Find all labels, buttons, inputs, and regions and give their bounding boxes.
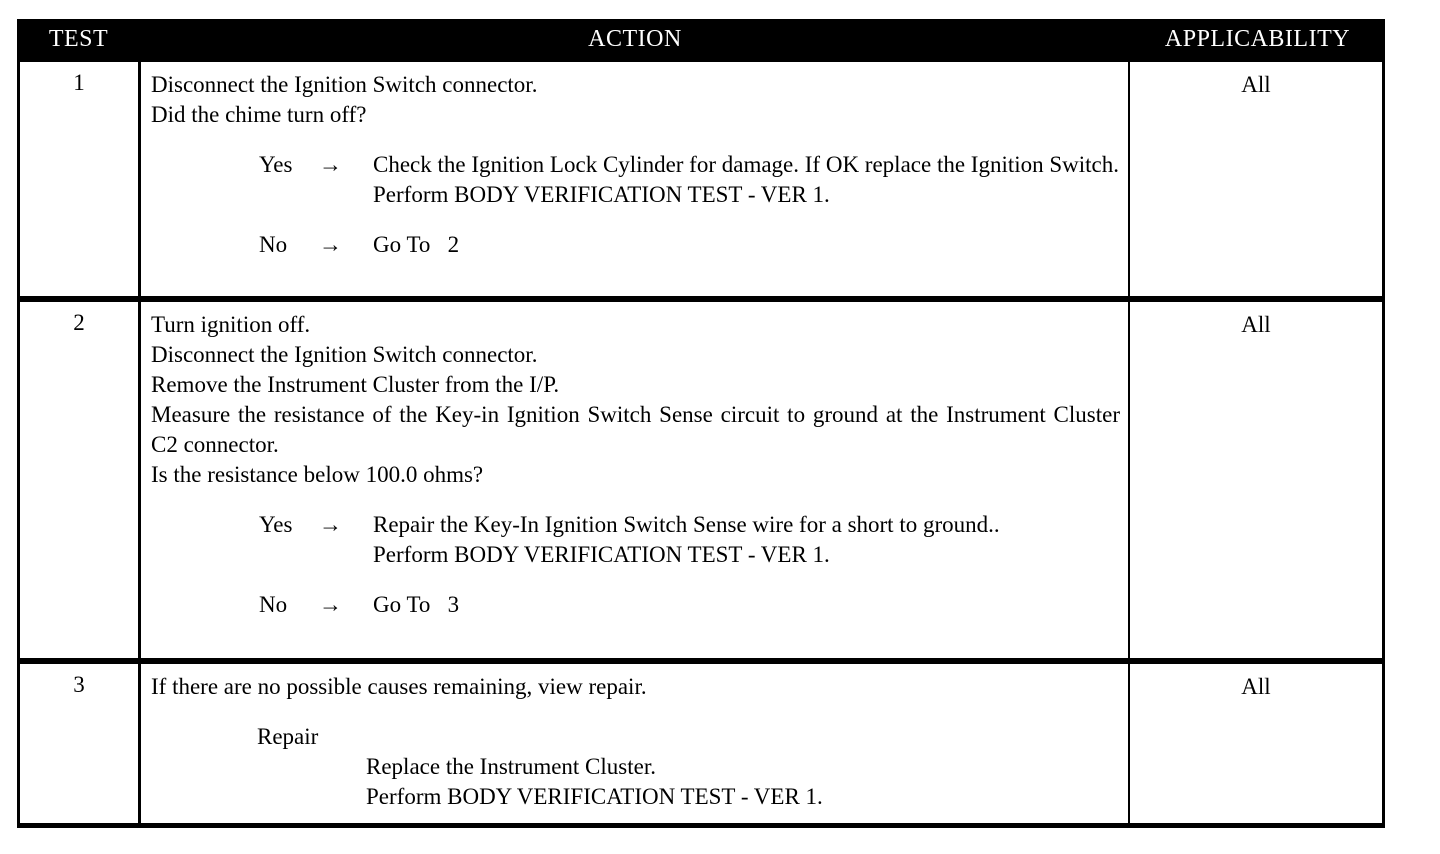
header-applicability: APPLICABILITY — [1164, 26, 1351, 52]
yes-label: Yes — [259, 512, 293, 537]
header-test: TEST — [48, 26, 109, 52]
action-step: Measure the resistance of the Key-in Ignition Switch Sense circuit to ground at the Instrument Cluster C2 connector. — [151, 402, 1120, 457]
action-step: Disconnect the Ignition Switch connector. — [151, 72, 538, 97]
test-number-1: 1 — [20, 62, 138, 296]
action-question: Did the chime turn off? — [151, 102, 367, 127]
right-arrow-icon: → — [319, 592, 342, 617]
applicability-2: All — [1130, 302, 1382, 658]
verification-instruction: Perform BODY VERIFICATION TEST - VER 1. — [373, 182, 830, 207]
test-number-2: 2 — [20, 302, 138, 658]
yes-branch — [259, 510, 1120, 570]
repair-label: Repair — [257, 724, 319, 749]
yes-action: Check the Ignition Lock Cylinder for damage. If OK replace the Ignition Switch. — [373, 152, 1120, 177]
right-arrow-icon: → — [319, 232, 342, 257]
verification-instruction: Perform BODY VERIFICATION TEST - VER 1. — [366, 784, 823, 809]
action-cell-1 — [141, 62, 1128, 296]
action-question: Is the resistance below 100.0 ohms? — [151, 462, 484, 487]
applicability-3: All — [1130, 664, 1382, 823]
action-step: Remove the Instrument Cluster from the I/P. — [151, 372, 560, 397]
yes-label: Yes — [259, 152, 293, 177]
test-number-3: 3 — [20, 664, 138, 823]
right-arrow-icon: → — [319, 152, 342, 177]
repair-instruction: Replace the Instrument Cluster. — [366, 754, 656, 779]
no-label: No — [259, 592, 288, 617]
diagnostic-test-table — [17, 19, 1385, 828]
action-step: If there are no possible causes remaining, view repair. — [151, 674, 647, 699]
applicability-1: All — [1130, 62, 1382, 296]
no-branch — [259, 230, 1120, 260]
no-label: No — [259, 232, 288, 257]
no-branch — [259, 590, 1120, 620]
action-cell-2 — [141, 302, 1128, 658]
go-to-step: Go To 2 — [373, 232, 460, 257]
yes-action: Repair the Key-In Ignition Switch Sense wire for a short to ground.. — [373, 512, 1000, 537]
right-arrow-icon: → — [319, 512, 342, 537]
verification-instruction: Perform BODY VERIFICATION TEST - VER 1. — [373, 542, 830, 567]
action-cell-3 — [141, 664, 1128, 823]
header-action: ACTION — [588, 26, 682, 52]
action-step: Turn ignition off. — [151, 312, 311, 337]
yes-branch — [259, 150, 1120, 210]
go-to-step: Go To 3 — [373, 592, 460, 617]
action-step: Disconnect the Ignition Switch connector. — [151, 342, 538, 367]
